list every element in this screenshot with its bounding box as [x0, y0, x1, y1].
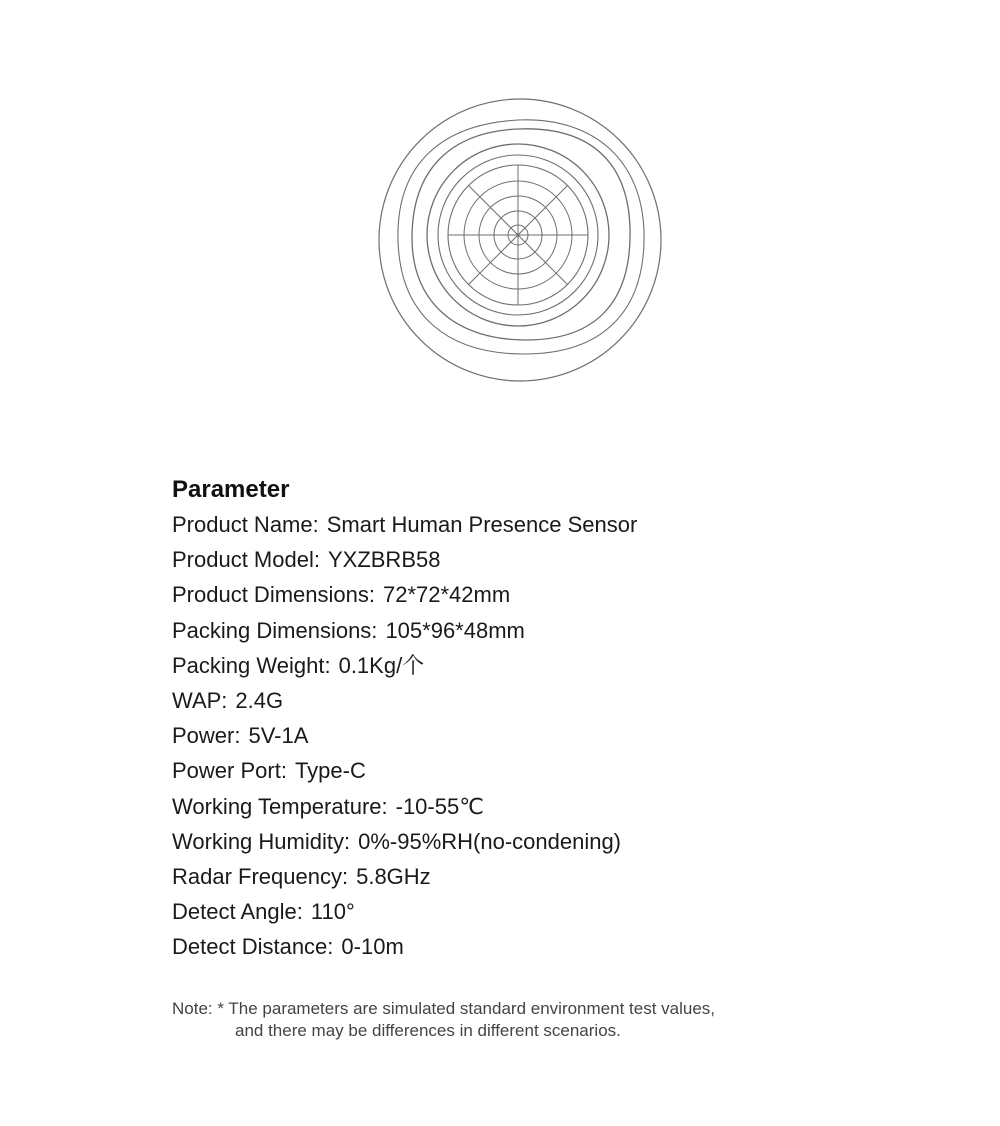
note	[172, 998, 872, 1042]
param-label: Product Name:	[172, 512, 319, 537]
note-line-2: and there may be differences in different scenarios.	[235, 1021, 621, 1040]
param-label: Product Model:	[172, 547, 320, 573]
param-value: YXZBRB58	[327, 547, 441, 573]
param-row-radar-frequency	[172, 859, 872, 894]
param-label: Power:	[172, 723, 241, 749]
param-value: 72*72*42mm	[382, 582, 511, 608]
param-row-power	[172, 718, 872, 753]
param-label: Product Dimensions:	[172, 582, 375, 608]
param-value: Type-C	[294, 758, 366, 784]
param-row-detect-distance	[172, 929, 872, 964]
param-value: 0-10m	[341, 934, 404, 960]
note-line-1: Note: * The parameters are simulated standard environment test values,	[172, 999, 716, 1018]
param-value: 110°	[310, 899, 355, 925]
param-value: 0.1Kg/个	[338, 652, 425, 678]
param-row-power-port	[172, 753, 872, 788]
param-row-product-model	[172, 542, 872, 577]
param-row-packing-weight	[172, 648, 872, 683]
param-value: 5.8GHz	[356, 863, 431, 889]
param-value: 5V-1A	[248, 723, 309, 749]
param-label: Detect Distance:	[172, 934, 334, 960]
param-label: Power Port:	[172, 758, 287, 784]
param-row-detect-angle	[172, 894, 872, 929]
param-row-wap	[172, 683, 872, 718]
parameter-section	[172, 472, 872, 964]
param-label: Working Humidity:	[172, 828, 351, 854]
param-value: 2.4G	[235, 687, 284, 713]
parameter-list	[172, 507, 872, 964]
param-label: Radar Frequency:	[172, 863, 349, 889]
param-label: Packing Dimensions:	[172, 617, 378, 643]
sensor-product-illustration	[370, 90, 670, 390]
param-row-working-humidity	[172, 824, 872, 859]
param-value: Smart Human Presence Sensor	[326, 512, 638, 537]
param-value: 0%-95%RH(no-condening)	[358, 828, 622, 854]
parameter-title: Parameter	[172, 476, 290, 503]
param-value: 105*96*48mm	[385, 617, 525, 643]
param-row-packing-dimensions	[172, 613, 872, 648]
param-label: WAP:	[172, 687, 228, 713]
param-label: Detect Angle:	[172, 899, 303, 925]
param-row-product-name	[172, 507, 872, 542]
param-value: -10-55℃	[395, 793, 484, 819]
param-label: Working Temperature:	[172, 793, 388, 819]
param-row-working-temperature	[172, 789, 872, 824]
param-row-product-dimensions	[172, 577, 872, 612]
param-label: Packing Weight:	[172, 652, 331, 678]
